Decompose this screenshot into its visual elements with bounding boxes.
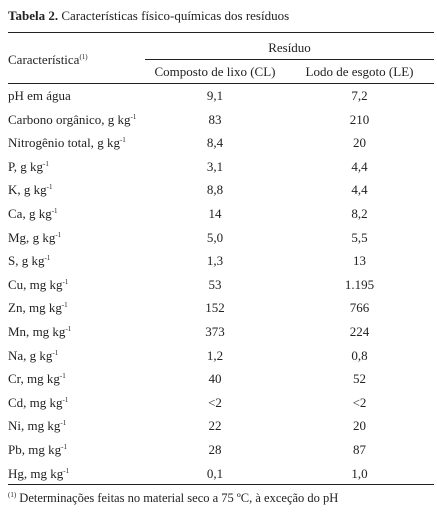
cell-le-value: 52 xyxy=(353,371,366,386)
cell-cl-value: 5,0 xyxy=(206,230,224,245)
row-unit: mg kg xyxy=(23,371,60,386)
row-unit: g kg xyxy=(25,206,52,221)
row-unit-exponent: -1 xyxy=(62,396,69,404)
table-row-label xyxy=(8,466,69,482)
table-footnote xyxy=(8,490,338,506)
row-unit-exponent: -1 xyxy=(55,231,62,239)
row-unit-exponent: -1 xyxy=(63,467,70,475)
cell-cl-value: 83 xyxy=(208,112,222,127)
cell-le-value: 7,2 xyxy=(351,88,368,103)
row-unit-exponent: -1 xyxy=(62,278,69,286)
bottom-rule xyxy=(8,484,434,485)
cell-le-value: 13 xyxy=(353,253,366,268)
cell-cl-value: 22 xyxy=(208,418,222,433)
cell-le-value: 224 xyxy=(349,324,370,339)
row-unit: g kg xyxy=(29,230,56,245)
cell-le-value: 8,2 xyxy=(351,206,368,221)
row-unit-exponent: -1 xyxy=(119,136,126,144)
cell-cl-value: 3,1 xyxy=(206,159,224,174)
footnote-mark: (1) xyxy=(8,491,17,499)
cell-cl-value: 1,2 xyxy=(206,348,224,363)
cell-le-value: 766 xyxy=(349,300,370,315)
cell-le-value: 20 xyxy=(353,135,366,150)
row-unit: mg kg xyxy=(27,466,64,481)
cell-le-value: 0,8 xyxy=(351,348,368,363)
row-unit: mg kg xyxy=(24,418,61,433)
row-unit: g kg xyxy=(18,253,45,268)
row-name: Mn, xyxy=(8,324,30,339)
row-name: Carbono orgânico, xyxy=(8,112,105,127)
header-col-le: Lodo de esgoto (LE) xyxy=(305,64,414,79)
row-name: Ni, xyxy=(8,418,25,433)
row-name: Pb, xyxy=(8,442,25,457)
row-unit: mg kg xyxy=(26,277,63,292)
row-name: Na, xyxy=(8,348,27,363)
cell-cl-value: <2 xyxy=(208,395,222,410)
header-characteristic-label: Característica xyxy=(8,52,80,67)
row-name: K, xyxy=(8,182,21,197)
table-row-label xyxy=(8,112,136,128)
footnote-text: Determinações feitas no material seco a 75 ºC, à exceção do pH xyxy=(16,491,339,505)
table-caption-label: Tabela 2. xyxy=(8,8,59,23)
row-unit-exponent: -1 xyxy=(61,443,67,451)
cell-cl-value: 0,1 xyxy=(206,466,224,481)
table-caption xyxy=(8,8,433,24)
row-unit: g kg xyxy=(17,159,44,174)
row-unit-exponent: -1 xyxy=(60,419,67,427)
cell-cl-value: 8,8 xyxy=(206,182,224,197)
cell-le-value: 87 xyxy=(353,442,366,457)
row-unit-exponent: -1 xyxy=(52,349,59,357)
cell-cl-value: 1,3 xyxy=(206,253,224,268)
top-rule xyxy=(8,32,434,33)
cell-le-value: 4,4 xyxy=(351,182,368,197)
header-footnote-mark: (1) xyxy=(79,53,88,61)
header-bottom-rule xyxy=(8,83,434,84)
row-unit-exponent: -1 xyxy=(51,207,58,215)
cell-cl-value: 373 xyxy=(205,324,225,339)
table-row-label xyxy=(8,206,58,222)
table-row-label xyxy=(8,135,126,151)
row-name: Ca, xyxy=(8,206,26,221)
row-name: Cu, xyxy=(8,277,27,292)
row-name: Zn, xyxy=(8,300,26,315)
row-unit-exponent: -1 xyxy=(130,113,137,121)
row-unit-exponent: -1 xyxy=(46,183,53,191)
row-unit: mg kg xyxy=(25,300,62,315)
cell-cl-value: 40 xyxy=(208,371,222,386)
row-name: Cr, xyxy=(8,371,24,386)
table-row-label xyxy=(8,395,68,411)
row-unit-exponent: -1 xyxy=(44,254,51,262)
header-group-residue: Resíduo xyxy=(268,40,311,55)
row-unit: g kg xyxy=(93,135,120,150)
row-name: Hg, xyxy=(8,466,28,481)
cell-cl-value: 28 xyxy=(208,442,222,457)
cell-le-value: 1.195 xyxy=(344,277,375,292)
row-unit-exponent: -1 xyxy=(61,301,68,309)
header-group-rule xyxy=(145,59,434,60)
cell-cl-value: 14 xyxy=(208,206,222,221)
cell-cl-value: 152 xyxy=(205,300,225,315)
row-unit: g kg xyxy=(104,112,131,127)
table-row-label xyxy=(8,348,58,364)
row-unit: mg kg xyxy=(29,324,66,339)
cell-le-value: 210 xyxy=(349,112,370,127)
row-unit: mg kg xyxy=(26,395,63,410)
row-name: Nitrogênio total, xyxy=(8,135,94,150)
row-unit-exponent: -1 xyxy=(59,372,66,380)
row-name: Mg, xyxy=(8,230,30,245)
table-caption-text: Características físico-químicas dos resíduos xyxy=(61,8,290,23)
cell-cl-value: 53 xyxy=(208,277,222,292)
table-row-label xyxy=(8,88,71,104)
row-name: P, xyxy=(8,159,18,174)
row-unit: mg kg xyxy=(24,442,62,457)
row-unit-exponent: -1 xyxy=(65,325,72,333)
table-row-label xyxy=(8,277,68,293)
row-name: pH em água xyxy=(8,88,71,103)
row-unit: g kg xyxy=(26,348,53,363)
row-name: S, xyxy=(8,253,19,268)
row-name: Cd, xyxy=(8,395,27,410)
row-unit: g kg xyxy=(20,182,47,197)
cell-cl-value: 9,1 xyxy=(206,88,224,103)
header-characteristic xyxy=(8,52,88,68)
table-row-label xyxy=(8,230,61,246)
cell-le-value: 1,0 xyxy=(351,466,368,481)
table-row-label xyxy=(8,182,52,198)
cell-le-value: 4,4 xyxy=(351,159,368,174)
table-row-label xyxy=(8,371,66,387)
cell-le-value: 20 xyxy=(353,418,366,433)
row-unit-exponent: -1 xyxy=(43,160,49,168)
table-row-label xyxy=(8,418,66,434)
cell-le-value: 5,5 xyxy=(351,230,368,245)
table-row-label xyxy=(8,159,49,175)
table-row-label xyxy=(8,300,68,316)
cell-cl-value: 8,4 xyxy=(206,135,224,150)
table-row-label xyxy=(8,324,71,340)
table-row-label xyxy=(8,442,67,458)
table-row-label xyxy=(8,253,50,269)
cell-le-value: <2 xyxy=(352,395,367,410)
header-col-cl: Composto de lixo (CL) xyxy=(154,64,276,79)
